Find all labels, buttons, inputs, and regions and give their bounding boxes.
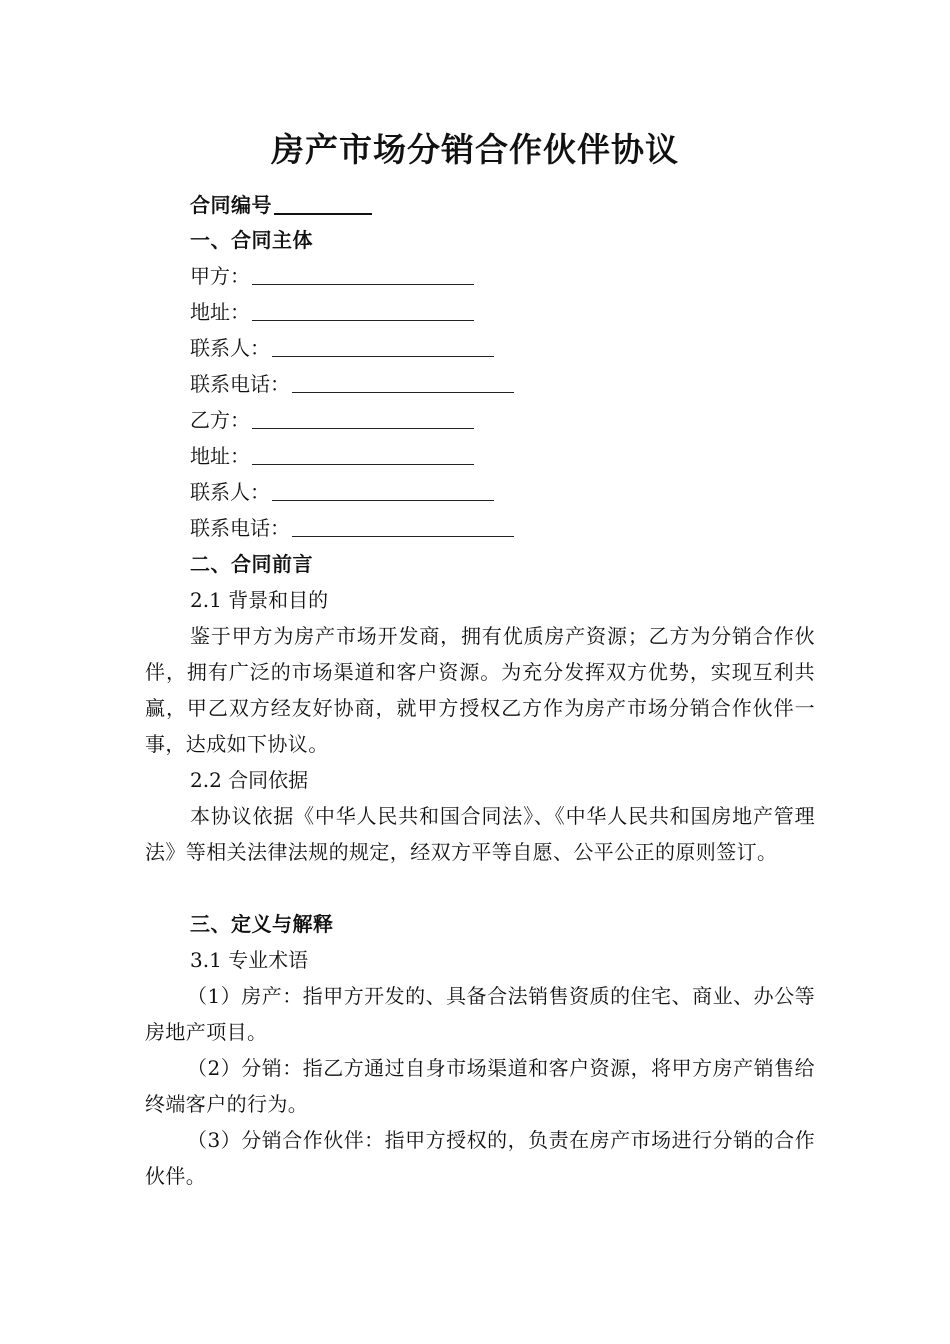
contact-b-label: 联系人： — [190, 480, 270, 504]
address-b-row — [190, 438, 474, 474]
contract-number-row — [190, 187, 372, 223]
address-b-label: 地址： — [190, 444, 250, 468]
subsection-2-2: 2.2 合同依据 — [190, 768, 309, 792]
contact-b-row — [190, 474, 494, 510]
definition-item-2: （2）分销：指乙方通过自身市场渠道和客户资源，将甲方房产销售给终端客户的行为。 — [145, 1056, 815, 1116]
party-a-row — [190, 258, 474, 294]
document-title: 房产市场分销合作伙伴协议 — [271, 130, 679, 169]
party-b-row — [190, 402, 474, 438]
basis-paragraph: 本协议依据《中华人民共和国合同法》、《中华人民共和国房地产管理法》等相关法律法规的规定，经双方平等自愿、公平公正的原则签订。 — [145, 804, 815, 864]
contact-b-field[interactable] — [272, 474, 494, 501]
phone-a-field[interactable] — [292, 366, 514, 393]
phone-b-label: 联系电话： — [190, 516, 290, 540]
address-b-field[interactable] — [252, 438, 474, 465]
party-a-label: 甲方： — [190, 264, 250, 288]
contact-a-label: 联系人： — [190, 336, 270, 360]
subsection-3-1: 3.1 专业术语 — [190, 948, 309, 972]
contact-a-row — [190, 330, 494, 366]
section-3-heading: 三、定义与解释 — [190, 912, 334, 936]
background-paragraph: 鉴于甲方为房产市场开发商，拥有优质房产资源；乙方为分销合作伙伴，拥有广泛的市场渠道和客户资源。为充分发挥双方优势，实现互利共赢，甲乙双方经友好协商，就甲方授权乙方作为房产市场分销合作伙伴一事，达成如下协议。 — [145, 624, 815, 756]
address-a-row — [190, 294, 474, 330]
section-1-heading: 一、合同主体 — [190, 228, 313, 252]
address-a-label: 地址： — [190, 300, 250, 324]
definition-item-3: （3）分销合作伙伴：指甲方授权的，负责在房产市场进行分销的合作伙伴。 — [145, 1128, 815, 1188]
definition-item-1: （1）房产：指甲方开发的、具备合法销售资质的住宅、商业、办公等房地产项目。 — [145, 984, 815, 1044]
party-a-field[interactable] — [252, 258, 474, 285]
contract-number-label: 合同编号 — [190, 193, 272, 217]
contact-a-field[interactable] — [272, 330, 494, 357]
section-2-heading: 二、合同前言 — [190, 552, 313, 576]
party-b-field[interactable] — [252, 402, 474, 429]
phone-a-row — [190, 366, 514, 402]
subsection-2-1: 2.1 背景和目的 — [190, 588, 329, 612]
phone-a-label: 联系电话： — [190, 372, 290, 396]
phone-b-row — [190, 510, 514, 546]
phone-b-field[interactable] — [292, 510, 514, 537]
party-b-label: 乙方： — [190, 408, 250, 432]
address-a-field[interactable] — [252, 294, 474, 321]
contract-number-field[interactable] — [274, 187, 372, 215]
